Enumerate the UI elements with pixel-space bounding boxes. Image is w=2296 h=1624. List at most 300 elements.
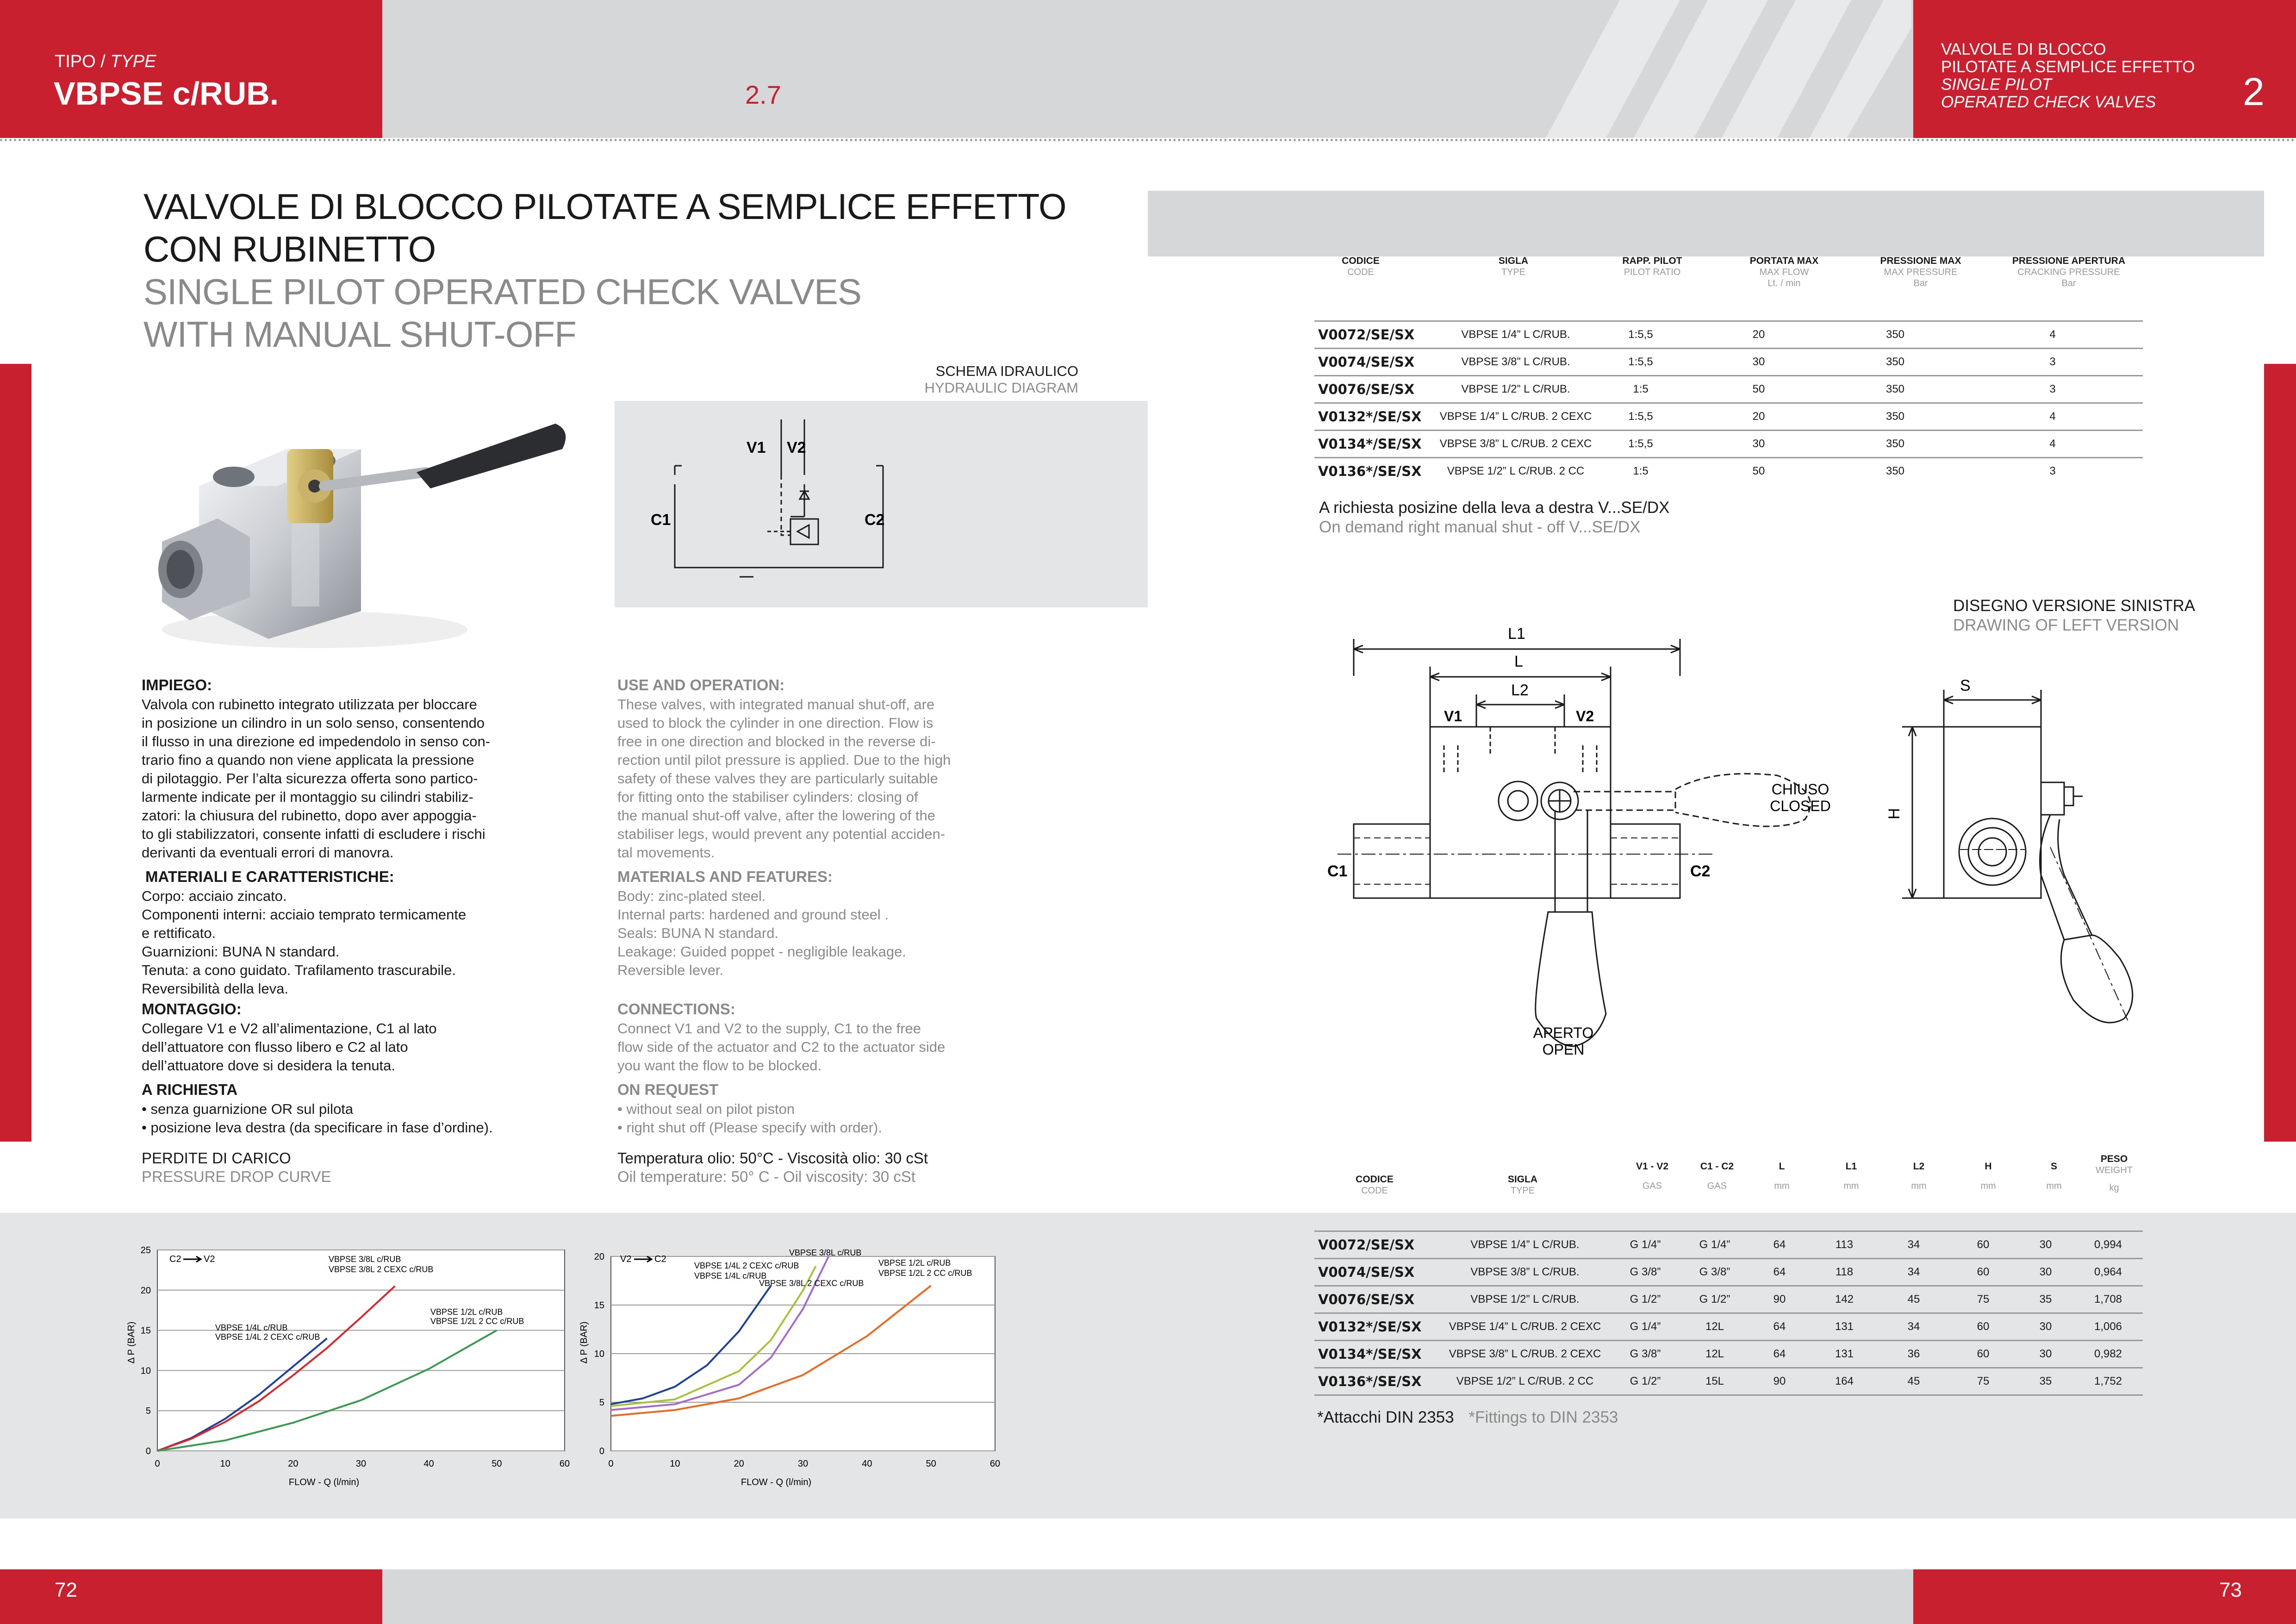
table1-note-en: On demand right manual shut - off V...SE/DX xyxy=(1319,518,1641,536)
materials-line: Body: zinc-plated steel. xyxy=(617,888,766,904)
y-tick-label: 0 xyxy=(145,1446,151,1456)
header-dotted-rule xyxy=(0,139,2296,141)
montaggio-line: Collegare V1 e V2 all’alimentazione, C1 al lato xyxy=(142,1020,437,1037)
impiego-line: larmente indicate per il montaggio su cilindri stabiliz- xyxy=(142,789,473,805)
table2-col-v1v2-it: V1 - V2 xyxy=(1636,1161,1669,1172)
table2-cell: 75 xyxy=(1948,1368,2018,1395)
table1-col-cracking xyxy=(2004,256,2134,289)
table2-cell: V0074/SE/SX xyxy=(1314,1259,1439,1286)
schema-port-c1: C1 xyxy=(651,511,671,529)
section-number: 2.7 xyxy=(745,80,781,109)
table-row xyxy=(1314,349,2143,376)
product-photo xyxy=(148,380,574,667)
table2-cell: VBPSE 1/4” L C/RUB. 2 CEXC xyxy=(1439,1313,1611,1341)
y-tick-label: 0 xyxy=(599,1446,604,1456)
richiesta-body xyxy=(142,1100,549,1137)
table1-cell: 350 xyxy=(1828,376,1962,403)
table2-col-v1v2-en: GAS xyxy=(1642,1181,1662,1191)
table-row xyxy=(1314,458,2143,485)
y-tick-label: 10 xyxy=(140,1366,151,1376)
table2-cell: G 3/8” xyxy=(1680,1259,1749,1286)
table2-cell: 0,982 xyxy=(2073,1341,2143,1368)
table1-cell: 20 xyxy=(1689,321,1828,349)
dim-h: H xyxy=(1885,808,1903,819)
table2-cell: 34 xyxy=(1879,1313,1948,1341)
table2-cell: 90 xyxy=(1749,1286,1810,1313)
table1-cell: 350 xyxy=(1828,431,1962,458)
table2-cell: 64 xyxy=(1749,1259,1810,1286)
table2-col-h xyxy=(1965,1161,2011,1192)
chart2-label-a2: VBPSE 3/8L 2 CEXC c/RUB xyxy=(759,1279,864,1288)
table2-cell: VBPSE 1/2” L C/RUB. xyxy=(1439,1286,1611,1313)
chart1-label-c1: VBPSE 1/2L c/RUB xyxy=(430,1307,503,1317)
table2-cell: 60 xyxy=(1948,1341,2018,1368)
chart1-label-c2: VBPSE 1/2L 2 CC c/RUB xyxy=(430,1317,524,1326)
table1-col-type xyxy=(1458,256,1569,278)
right-edge-tab xyxy=(2264,364,2296,1142)
table2-cell: 131 xyxy=(1810,1341,1879,1368)
chart2-label-c2: VBPSE 1/2L 2 CC c/RUB xyxy=(878,1268,972,1278)
x-tick-label: 10 xyxy=(670,1459,680,1469)
impiego-body xyxy=(142,695,549,862)
impiego-line: Valvola con rubinetto integrato utilizzata per bloccare xyxy=(142,696,477,712)
use-line: These valves, with integrated manual shut-off, are xyxy=(617,696,935,712)
impiego-line: trario fino a quando non viene applicata la pressione xyxy=(142,752,474,768)
plot-area xyxy=(157,1250,565,1451)
materials-line: Internal parts: hardened and ground steel . xyxy=(617,906,889,923)
table1-cell: 350 xyxy=(1828,403,1962,431)
table2-cell: 30 xyxy=(2018,1341,2073,1368)
use-line: used to block the cylinder in one direction. Flow is xyxy=(617,715,933,731)
table1-cell: VBPSE 3/8” L C/RUB. 2 CEXC xyxy=(1439,431,1592,458)
schema-label-en: HYDRAULIC DIAGRAM xyxy=(924,380,1078,396)
table1-col-cracking-it: PRESSIONE APERTURA xyxy=(2012,256,2126,266)
lever-open-en: OPEN xyxy=(1542,1041,1585,1058)
table2-col-l2 xyxy=(1896,1161,1942,1192)
table2-cell: 60 xyxy=(1948,1313,2018,1341)
chart1-label-b1: VBPSE 1/4L c/RUB xyxy=(215,1323,288,1332)
montaggio-line: dell’attuatore con flusso libero e C2 al lato xyxy=(142,1039,408,1055)
impiego-line: to gli stabilizzatori, consente infatti di escludere i rischi xyxy=(142,826,485,842)
x-tick-label: 30 xyxy=(355,1459,367,1469)
table2-cell: 34 xyxy=(1879,1231,1948,1259)
table2-col-l xyxy=(1759,1161,1805,1192)
chart2-xlabel: FLOW - Q (l/min) xyxy=(740,1477,812,1487)
x-tick-label: 20 xyxy=(734,1459,744,1469)
table2-col-l1-en: mm xyxy=(1843,1181,1859,1191)
oil-temp-it: Temperatura olio: 50°C - Viscosità olio: 30 cSt xyxy=(617,1149,928,1167)
table1-cell: 350 xyxy=(1885,465,1905,477)
x-tick-label: 50 xyxy=(492,1459,502,1469)
table2-col-l1-it: L1 xyxy=(1845,1161,1857,1172)
table2-cell: V0072/SE/SX xyxy=(1314,1231,1439,1259)
table1-cell: VBPSE 1/2” L C/RUB. 2 CC xyxy=(1447,465,1585,477)
y-tick-label: 5 xyxy=(599,1398,604,1408)
table1-cell: 1:5,5 xyxy=(1592,403,1689,431)
pressure-drop-chart-v2-c2 xyxy=(569,1241,1051,1491)
chart2-label-b2: VBPSE 1/4L c/RUB xyxy=(694,1271,767,1280)
table1-cell: 350 xyxy=(1828,349,1962,376)
table1-col-pressure-unit: Bar xyxy=(1913,278,1928,288)
materials-line: Seals: BUNA N standard. xyxy=(617,925,779,941)
table2-col-weight-unit: kg xyxy=(2109,1183,2119,1193)
y-tick-label: 5 xyxy=(145,1406,151,1417)
richiesta-line: • senza guarnizione OR sul pilota xyxy=(142,1101,354,1117)
x-tick-label: 10 xyxy=(220,1459,230,1469)
hydraulic-diagram xyxy=(615,401,1148,607)
table2-col-weight-en: WEIGHT xyxy=(2096,1165,2133,1175)
connections-line: Connect V1 and V2 to the supply, C1 to the free xyxy=(617,1020,921,1037)
table1-cell: 30 xyxy=(1689,349,1828,376)
use-line: safety of these valves they are particularly suitable xyxy=(617,770,938,787)
x-tick-label: 20 xyxy=(288,1459,299,1469)
table2-cell: 60 xyxy=(1948,1231,2018,1259)
table2-col-weight-it: PESO xyxy=(2100,1154,2128,1164)
table2-cell: VBPSE 3/8” L C/RUB. 2 CEXC xyxy=(1439,1341,1611,1368)
table1-cell: 1:5,5 xyxy=(1592,431,1689,458)
table2-cell: G 3/8” xyxy=(1611,1341,1680,1368)
pressure-drop-chart-c2-v2 xyxy=(111,1241,592,1491)
table2-cell: G 1/4” xyxy=(1680,1231,1749,1259)
dim-l: L xyxy=(1514,653,1523,670)
table1-cell: 350 xyxy=(1828,321,1962,349)
table1-cell: 1:5 xyxy=(1633,465,1649,477)
table1-cell: 1:5,5 xyxy=(1592,321,1689,349)
type-label xyxy=(55,52,156,72)
table2-cell: 164 xyxy=(1810,1368,1879,1395)
table1-cell: VBPSE 3/8” L C/RUB. xyxy=(1439,349,1592,376)
table1-cell: 1:5 xyxy=(1592,376,1689,403)
impiego-line: zatori: la chiusura del rubinetto, dopo aver appoggia- xyxy=(142,807,477,824)
table1-header-band xyxy=(1148,191,2264,256)
table2-cell: 60 xyxy=(1948,1259,2018,1286)
x-tick-label: 40 xyxy=(423,1459,434,1469)
schema-label xyxy=(921,363,1078,396)
table2-cell: 90 xyxy=(1749,1368,1810,1395)
category-en-1: SINGLE PILOT xyxy=(1941,75,2052,94)
chapter-number: 2 xyxy=(2243,70,2265,113)
use-line: for fitting onto the stabiliser cylinders: closing of xyxy=(617,789,918,805)
impiego-heading: IMPIEGO: xyxy=(142,676,212,693)
table2-cell: VBPSE 1/2” L C/RUB. 2 CC xyxy=(1439,1368,1611,1395)
request-line: • right shut off (Please specify with order). xyxy=(617,1119,882,1136)
port-c2: C2 xyxy=(1690,862,1711,880)
table-row xyxy=(1314,1313,2143,1341)
type-label-en: TYPE xyxy=(110,52,156,71)
table2-col-type-en: TYPE xyxy=(1510,1186,1535,1196)
category-it-1: VALVOLE DI BLOCCO xyxy=(1941,40,2106,58)
table2-col-s-it: S xyxy=(2050,1161,2057,1172)
use-line: free in one direction and blocked in the reverse di- xyxy=(617,733,936,750)
table2-cell: 64 xyxy=(1749,1231,1810,1259)
impiego-line: in posizione un cilindro in un solo senso, consentendo xyxy=(142,715,485,731)
table2-col-h-en: mm xyxy=(1980,1181,1996,1191)
table2-cell: 118 xyxy=(1810,1259,1879,1286)
port-v1: V1 xyxy=(1444,708,1462,725)
materials-body xyxy=(617,887,1025,980)
x-tick-label: 30 xyxy=(797,1459,809,1469)
table1-col-flow xyxy=(1726,256,1842,289)
table2-cell: 35 xyxy=(2018,1368,2073,1395)
table1-col-ratio-it: RAPP. PILOT xyxy=(1622,256,1682,266)
table2-note xyxy=(1317,1408,1618,1427)
table2-cell: V0134*/SE/SX xyxy=(1314,1341,1439,1368)
chart1-label-a1: VBPSE 3/8L c/RUB xyxy=(329,1255,401,1264)
page-number-right: 73 xyxy=(2219,1579,2242,1601)
table2-cell: 35 xyxy=(2018,1286,2073,1313)
chart2-label-a1: VBPSE 3/8L c/RUB xyxy=(789,1248,862,1257)
table2-cell: 45 xyxy=(1879,1368,1948,1395)
table2-cell: VBPSE 3/8” L C/RUB. xyxy=(1439,1259,1611,1286)
table1-cell: 1:5,5 xyxy=(1592,349,1689,376)
drawing-label-en: DRAWING OF LEFT VERSION xyxy=(1953,616,2179,634)
table-row xyxy=(1314,1368,2143,1395)
table2-cell: 45 xyxy=(1879,1286,1948,1313)
table-row xyxy=(1314,321,2143,349)
table2-cell: 30 xyxy=(2018,1259,2073,1286)
table2-col-l2-it: L2 xyxy=(1913,1161,1925,1172)
table-row xyxy=(1314,1231,2143,1259)
table1-cell: VBPSE 1/2” L C/RUB. xyxy=(1439,376,1592,403)
perdite-label-en: PRESSURE DROP CURVE xyxy=(142,1168,331,1185)
table1-note xyxy=(1319,498,1669,537)
table1-cell: V0072/SE/SX xyxy=(1314,321,1439,349)
page-title xyxy=(143,185,1066,356)
y-tick-label: 10 xyxy=(594,1349,604,1359)
x-tick-label: 50 xyxy=(926,1459,936,1469)
table2-col-h-it: H xyxy=(1985,1161,1992,1172)
table1-col-code xyxy=(1305,256,1416,278)
table1-cell: 50 xyxy=(1689,376,1828,403)
table1-col-type-en: TYPE xyxy=(1501,267,1526,277)
table1-col-pressure xyxy=(1860,256,1981,289)
table-row xyxy=(1314,431,2143,458)
table2-cell: V0132*/SE/SX xyxy=(1314,1313,1439,1341)
impiego-line: di pilotaggio. Per l’alta sicurezza offerta sono partico- xyxy=(142,770,478,787)
chart2-dir-to: C2 xyxy=(654,1254,666,1264)
left-edge-tab xyxy=(0,364,31,1142)
category-en-2: OPERATED CHECK VALVES xyxy=(1941,93,2156,111)
connections-line: flow side of the actuator and C2 to the actuator side xyxy=(617,1039,946,1055)
chart2-ylabel: Δ P (BAR) xyxy=(579,1321,589,1364)
table2-cell: 34 xyxy=(1879,1259,1948,1286)
table2-col-c1c2-it: C1 - C2 xyxy=(1700,1161,1734,1172)
table2 xyxy=(1314,1230,2143,1396)
materials-line: Leakage: Guided poppet - negligible leakage. xyxy=(617,943,906,960)
model-name: VBPSE c/RUB. xyxy=(54,75,279,112)
text-en-column xyxy=(617,675,1025,1186)
x-tick-label: 60 xyxy=(559,1459,570,1469)
montaggio-heading: MONTAGGIO: xyxy=(142,1000,242,1018)
x-tick-label: 0 xyxy=(608,1459,614,1469)
table2-cell: G 1/2” xyxy=(1611,1368,1680,1395)
table2-cell: 12L xyxy=(1680,1341,1749,1368)
table1-cell: V0134*/SE/SX xyxy=(1314,431,1439,458)
table2-col-type-it: SIGLA xyxy=(1507,1174,1538,1185)
table1-col-flow-en: MAX FLOW xyxy=(1759,267,1809,277)
table-row xyxy=(1314,1286,2143,1313)
y-tick-label: 25 xyxy=(140,1245,151,1255)
drawing-label-it: DISEGNO VERSIONE SINISTRA xyxy=(1953,597,2196,615)
chart1-label-a2: VBPSE 3/8L 2 CEXC c/RUB xyxy=(329,1265,434,1274)
materiali-line: Componenti interni: acciaio temprato termicamente xyxy=(142,906,467,923)
table2-cell: G 1/4” xyxy=(1611,1231,1680,1259)
use-line: tal movements. xyxy=(617,844,715,861)
table2-col-type xyxy=(1472,1174,1574,1196)
use-line: the manual shut-off valve, after the lowering of the xyxy=(617,807,935,824)
title-en-1: SINGLE PILOT OPERATED CHECK VALVES xyxy=(143,271,862,312)
table2-col-code-en: CODE xyxy=(1361,1186,1388,1196)
schema-port-v1: V1 xyxy=(747,439,766,456)
table2-cell: 1,752 xyxy=(2073,1368,2143,1395)
table1-cell: V0136*/SE/SX xyxy=(1318,463,1422,479)
table1-cell: 3 xyxy=(1962,349,2143,376)
technical-drawing xyxy=(1314,616,2240,1097)
table1-cell: V0076/SE/SX xyxy=(1314,376,1439,403)
chart1-label-b2: VBPSE 1/4L 2 CEXC c/RUB xyxy=(215,1332,320,1342)
table-row xyxy=(1314,1341,2143,1368)
y-tick-label: 15 xyxy=(594,1300,604,1311)
table2-cell: 64 xyxy=(1749,1341,1810,1368)
materials-heading: MATERIALS AND FEATURES: xyxy=(617,868,833,885)
table2-col-s-en: mm xyxy=(2046,1181,2062,1191)
table1-cell: V0074/SE/SX xyxy=(1314,349,1439,376)
table2-col-c1c2-en: GAS xyxy=(1707,1181,1727,1191)
richiesta-line: • posizione leva destra (da specificare in fase d’ordine). xyxy=(142,1119,493,1136)
table2-cell: 131 xyxy=(1810,1313,1879,1341)
x-tick-label: 40 xyxy=(862,1459,872,1469)
impiego-line: il flusso in una direzione ed impedendolo in senso con- xyxy=(142,733,491,750)
x-tick-label: 60 xyxy=(989,1459,1001,1469)
table2-col-l2-en: mm xyxy=(1911,1181,1927,1191)
table1-col-flow-it: PORTATA MAX xyxy=(1749,256,1819,266)
schema-port-v2: V2 xyxy=(787,439,806,456)
table1-col-code-en: CODE xyxy=(1347,267,1374,277)
table2-cell: G 1/4” xyxy=(1611,1313,1680,1341)
table2-col-c1c2 xyxy=(1694,1161,1740,1192)
y-tick-label: 20 xyxy=(140,1285,151,1296)
materials-line: Reversible lever. xyxy=(617,962,724,978)
connections-line: you want the flow to be blocked. xyxy=(617,1057,822,1074)
use-heading: USE AND OPERATION: xyxy=(617,676,785,693)
table2-cell: 36 xyxy=(1879,1341,1948,1368)
x-tick-label: 0 xyxy=(155,1459,160,1469)
table2-cell: 0,994 xyxy=(2073,1231,2143,1259)
table1-cell: 50 xyxy=(1752,465,1765,477)
table2-cell: 15L xyxy=(1680,1368,1749,1395)
table1-cell: 4 xyxy=(1962,403,2143,431)
title-it-1: VALVOLE DI BLOCCO PILOTATE A SEMPLICE EFFETTO xyxy=(143,186,1066,227)
table2-cell: VBPSE 1/4” L C/RUB. xyxy=(1439,1231,1611,1259)
port-v2: V2 xyxy=(1576,708,1594,725)
table2-cell: 1,006 xyxy=(2073,1313,2143,1341)
text-it-column xyxy=(142,675,549,1186)
table1-col-type-it: SIGLA xyxy=(1498,256,1529,266)
category-block xyxy=(1941,41,2195,111)
table1-cell: 3 xyxy=(1962,376,2143,403)
category-it-2: PILOTATE A SEMPLICE EFFETTO xyxy=(1941,58,2195,76)
table2-cell: V0076/SE/SX xyxy=(1314,1286,1439,1313)
table1-col-cracking-en: CRACKING PRESSURE xyxy=(2017,267,2120,277)
type-label-it: TIPO / xyxy=(55,52,111,71)
table2-cell: 64 xyxy=(1749,1313,1810,1341)
table2-cell: G 1/2” xyxy=(1680,1286,1749,1313)
table1 xyxy=(1314,320,2143,484)
perdite-label-it: PERDITE DI CARICO xyxy=(142,1149,291,1167)
table1-col-pressure-it: PRESSIONE MAX xyxy=(1880,256,1961,266)
table1-cell: 4 xyxy=(1962,321,2143,349)
table1-cell: 30 xyxy=(1689,431,1828,458)
connections-body xyxy=(617,1019,1025,1075)
table1-note-it: A richiesta posizine della leva a destra V...SE/DX xyxy=(1319,499,1670,517)
request-line: • without seal on pilot piston xyxy=(617,1101,795,1117)
materiali-line: Guarnizioni: BUNA N standard. xyxy=(142,943,340,960)
y-tick-label: 20 xyxy=(594,1252,604,1262)
materiali-line: e rettificato. xyxy=(142,925,216,941)
port-c1: C1 xyxy=(1327,862,1348,880)
table2-note-en: *Fittings to DIN 2353 xyxy=(1468,1408,1618,1426)
table1-col-code-it: CODICE xyxy=(1342,256,1380,266)
lever-closed-en: CLOSED xyxy=(1770,798,1831,814)
table2-col-v1v2 xyxy=(1629,1161,1675,1192)
table-row xyxy=(1314,403,2143,431)
table2-col-code xyxy=(1324,1174,1425,1196)
table2-cell: V0136*/SE/SX xyxy=(1314,1368,1439,1395)
montaggio-body xyxy=(142,1019,549,1075)
dim-l2: L2 xyxy=(1511,681,1529,699)
table2-col-l1 xyxy=(1828,1161,1874,1192)
table2-cell: 30 xyxy=(2018,1313,2073,1341)
table1-cell: VBPSE 1/4” L C/RUB. 2 CEXC xyxy=(1439,403,1592,431)
table1-cell: V0132*/SE/SX xyxy=(1314,403,1439,431)
use-line: rection until pilot pressure is applied. Due to the high xyxy=(617,752,951,768)
table1-cell: VBPSE 1/4” L C/RUB. xyxy=(1439,321,1592,349)
table1-col-ratio xyxy=(1592,256,1712,278)
lever-open-it: APERTO xyxy=(1533,1024,1594,1041)
connections-heading: CONNECTIONS: xyxy=(617,1000,735,1018)
lever-closed-it: CHIUSO xyxy=(1771,781,1829,798)
table-row xyxy=(1314,376,2143,403)
table2-cell: 113 xyxy=(1810,1231,1879,1259)
table2-cell: G 3/8” xyxy=(1611,1259,1680,1286)
materiali-heading: MATERIALI E CARATTERISTICHE: xyxy=(145,868,394,885)
table2-note-it: *Attacchi DIN 2353 xyxy=(1317,1408,1454,1426)
table-row xyxy=(1314,1259,2143,1286)
chart2-label-c1: VBPSE 1/2L c/RUB xyxy=(878,1258,951,1268)
schema-label-it: SCHEMA IDRAULICO xyxy=(935,363,1078,379)
table2-col-weight xyxy=(2086,1154,2142,1193)
table2-cell: 12L xyxy=(1680,1313,1749,1341)
use-line: stabiliser legs, would prevent any potential acciden- xyxy=(617,826,946,842)
chart2-dir-from: V2 xyxy=(620,1254,632,1264)
use-body xyxy=(617,695,1025,862)
table1-cell: 4 xyxy=(1962,431,2143,458)
table2-cell: 0,964 xyxy=(2073,1259,2143,1286)
chart1-ylabel: Δ P (BAR) xyxy=(126,1321,137,1364)
schema-port-c2: C2 xyxy=(865,511,885,529)
materiali-line: Corpo: acciaio zincato. xyxy=(142,888,287,904)
chart1-xlabel: FLOW - Q (l/min) xyxy=(288,1477,360,1487)
table2-cell: 75 xyxy=(1948,1286,2018,1313)
title-it-2: CON RUBINETTO xyxy=(143,229,436,269)
table2-col-l-en: mm xyxy=(1774,1181,1790,1191)
table1-col-cracking-unit: Bar xyxy=(2061,278,2076,288)
table1-col-flow-unit: Lt. / min xyxy=(1767,278,1801,288)
chart2-label-b1: VBPSE 1/4L 2 CEXC c/RUB xyxy=(694,1261,799,1270)
table2-cell: 1,708 xyxy=(2073,1286,2143,1313)
request-heading: ON REQUEST xyxy=(617,1081,719,1098)
materiali-body xyxy=(142,887,549,998)
